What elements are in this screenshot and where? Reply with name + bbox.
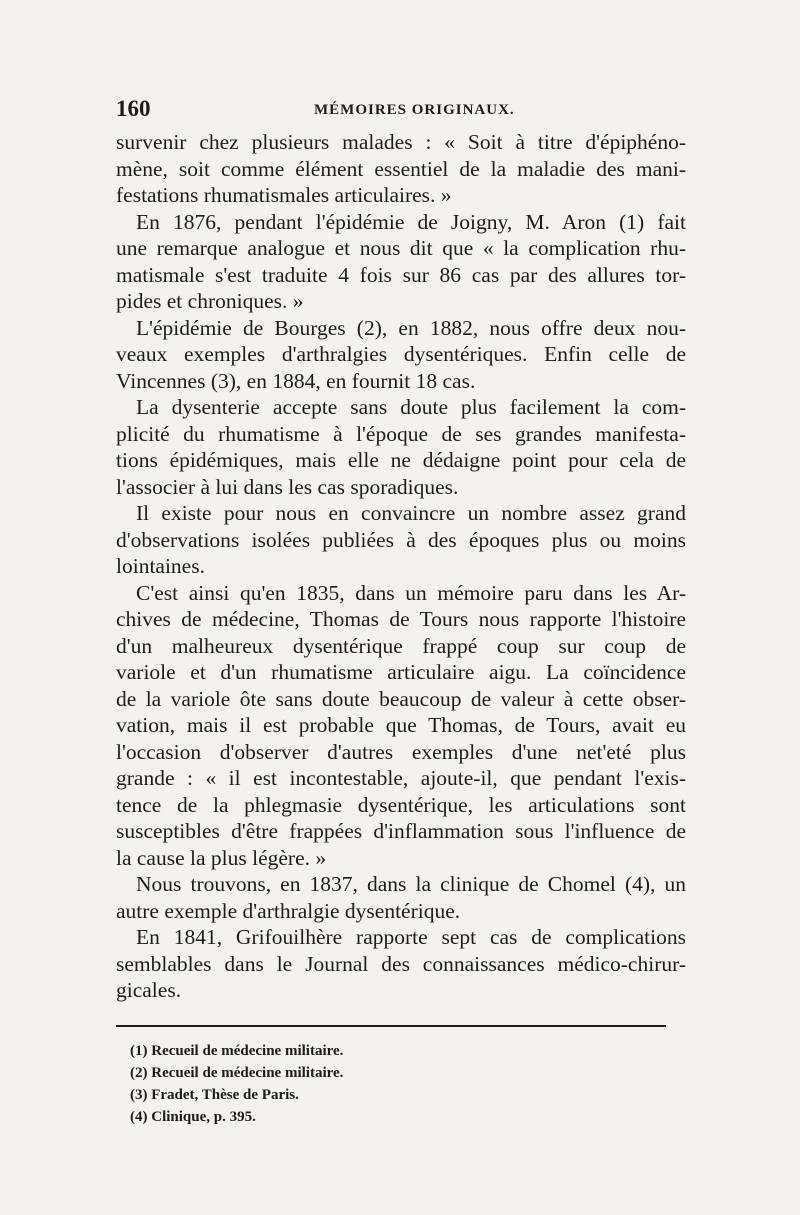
footnote: (3) Fradet, Thèse de Paris. [130,1087,299,1103]
page-number: 160 [116,96,151,121]
text-line: la cause la plus légère. » [116,845,327,870]
footnote-rule [116,1025,666,1027]
text-line: Nous trouvons, en 1837, dans la clinique de Chomel (4), un [136,872,686,896]
text-line: gicales. [116,978,182,1002]
text-line: d'un malheureux dysentérique frappé coup sur coup de [116,633,686,658]
text-line: grande : « il est incontestable, ajoute-il, que pendant l'exis- [116,766,686,790]
text-line: plicité du rhumatisme à l'époque de ses grandes manifesta- [116,421,686,446]
text-line: susceptibles d'être frappées d'inflammation sous l'influence de [116,819,686,843]
text-line: L'épidémie de Bourges (2), en 1882, nous offre deux nou- [136,315,686,340]
text-line: veaux exemples d'arthralgies dysentériques. Enfin celle de [116,342,686,366]
footnotes [130,1040,343,1128]
text-line: pides et chroniques. » [116,289,304,313]
text-line: En 1876, pendant l'épidémie de Joigny, M. Aron (1) fait [136,209,686,234]
text-line: une remarque analogue et nous dit que « la complication rhu- [116,236,686,260]
text-line: de la variole ôte sans doute beaucoup de valeur à cette obser- [116,686,686,711]
text-line: autre exemple d'arthralgie dysentérique. [116,898,461,923]
text-line: mène, soit comme élément essentiel de la maladie des mani- [116,156,686,181]
page-header [116,96,686,126]
running-title: MÉMOIRES ORIGINAUX. [314,102,515,118]
footnote: (4) Clinique, p. 395. [130,1109,256,1125]
text-line: d'observations isolées publiées à des époques plus ou moins [116,527,686,552]
footnote: (2) Recueil de médecine militaire. [130,1065,344,1081]
text-line: matismale s'est traduite 4 fois sur 86 cas par des allures tor- [116,262,686,287]
text-line: festations rhumatismales articulaires. » [116,183,452,207]
text-line: Il existe pour nous en convaincre un nombre assez grand [136,501,686,525]
text-line: variole et d'un rhumatisme articulaire aigu. La coïncidence [116,660,686,684]
footnote: (1) Recueil de médecine militaire. [130,1043,344,1059]
text-line: En 1841, Grifouilhère rapporte sept cas de complications [136,925,686,949]
text-line: l'associer à lui dans les cas sporadiques. [116,474,459,499]
text-line: tence de la phlegmasie dysentérique, les articulations sont [116,792,686,817]
text-line: l'occasion d'observer d'autres exemples d'une net'eté plus [116,739,686,764]
text-line: lointaines. [116,554,205,578]
text-line: tions épidémiques, mais elle ne dédaigne point pour cela de [116,448,686,472]
text-line: chives de médecine, Thomas de Tours nous rapporte l'histoire [116,607,686,631]
text-line: semblables dans le Journal des connaissances médico-chirur- [116,951,686,976]
body-text [116,129,686,1004]
text-line: survenir chez plusieurs malades : « Soit à titre d'épiphéno- [116,130,686,154]
text-line: Vincennes (3), en 1884, en fournit 18 cas. [116,368,476,393]
text-line: vation, mais il est probable que Thomas, de Tours, avait eu [116,713,686,737]
text-line: La dysenterie accepte sans doute plus facilement la com- [136,395,686,419]
text-line: C'est ainsi qu'en 1835, dans un mémoire paru dans les Ar- [136,580,686,605]
